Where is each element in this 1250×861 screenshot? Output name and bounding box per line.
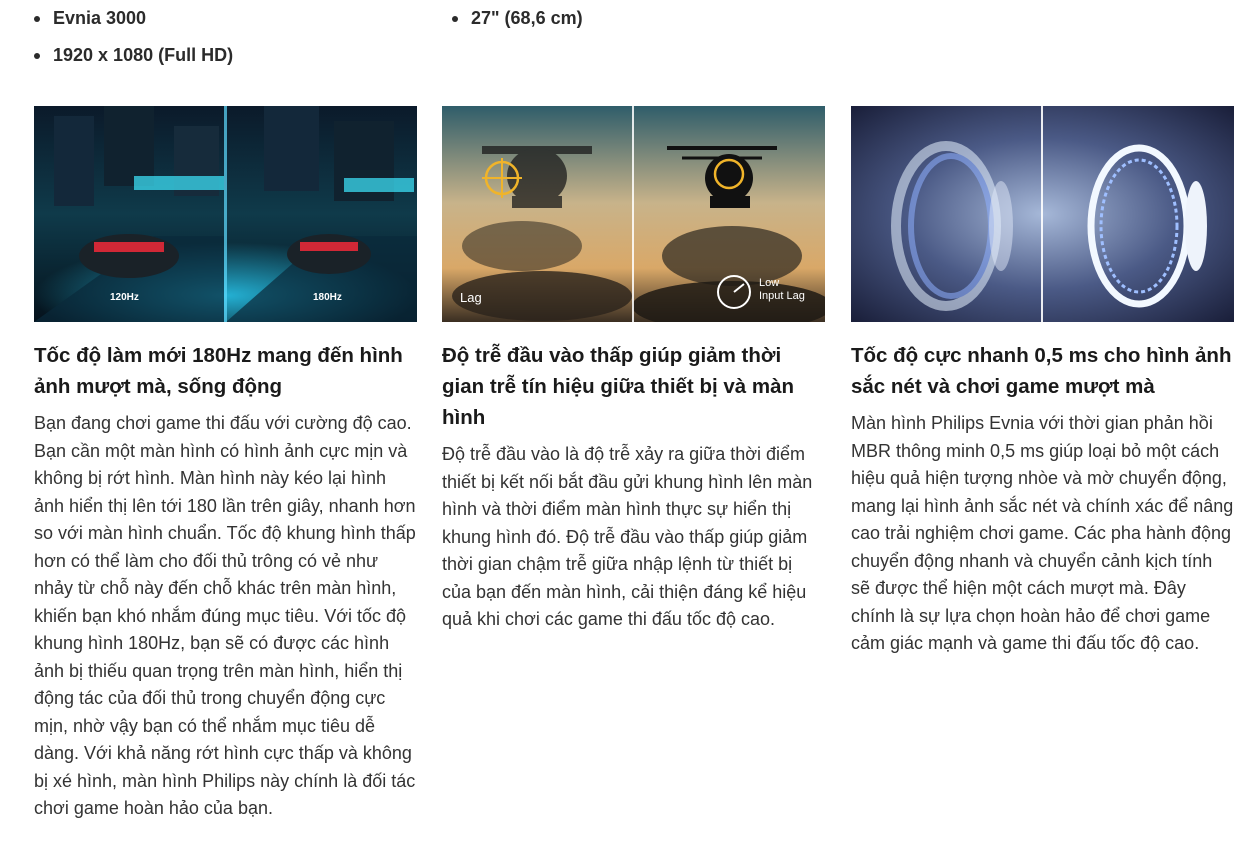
- feature-body-refresh-rate: Bạn đang chơi game thi đấu với cường độ cao. Bạn cần một màn hình có hình ảnh cực mịn và không bị rớt hình. Màn hình này kéo lại hình ảnh hiển thị lên tới 180 lần trên giây, nhanh hơn so với màn hình chuẩn. Tốc độ khung hình thấp hơn có thể làm cho đối thủ trông có vẻ như nhảy từ chỗ này đến chỗ khác trên màn hình, khiến bạn khó nhắm đúng mục tiêu. Với tốc độ khung hình 180Hz, bạn sẽ có được các hình ảnh bị thiếu quan trọng trên màn hình, hiển thị động tác của đối thủ trong chuyển động cực mịn, nhờ vậy bạn có thể nhắm mục tiêu dễ dàng. Với khả năng rớt hình cực thấp và không bị xé hình, màn hình Philips này chính là đối tác chơi game hoàn hảo của bạn.: [34, 413, 416, 818]
- spec-size-text: 27" (68,6 cm): [471, 8, 583, 28]
- spec-resolution: [34, 45, 233, 66]
- feature-card-refresh-rate: [34, 106, 417, 823]
- label-low: Low: [759, 277, 780, 289]
- feature-title-refresh-rate: Tốc độ làm mới 180Hz mang đến hình ảnh mượt mà, sống động: [34, 344, 403, 398]
- bullet-icon: [34, 53, 40, 59]
- feature-body-input-lag: Độ trễ đầu vào là độ trễ xảy ra giữa thời điểm thiết bị kết nối bắt đầu gửi khung hình lên màn hình và thời điểm màn hình thực sự hiển thị khung hình đó. Độ trễ đầu vào thấp giúp giảm thời gian chậm trễ giữa nhập lệnh từ thiết bị của bạn đến màn hình, cải thiện đáng kể hiệu quả khi chơi các game thi đấu tốc độ cao.: [442, 444, 813, 629]
- feature-title-response-time: Tốc độ cực nhanh 0,5 ms cho hình ảnh sắc nét và chơi game mượt mà: [851, 344, 1232, 398]
- spec-size: [452, 8, 583, 29]
- feature-title-input-lag: Độ trễ đầu vào thấp giúp giảm thời gian trễ tín hiệu giữa thiết bị và màn hình: [442, 344, 795, 429]
- response-time-comparison-image: [851, 106, 1234, 322]
- feature-body-response-time: Màn hình Philips Evnia với thời gian phản hồi MBR thông minh 0,5 ms giúp loại bỏ một cách hiệu quả hiện tượng nhòe và mờ chuyển động, mang lại hình ảnh sắc nét và chính xác để nâng cao trải nghiệm chơi game. Các pha hành động chuyển động nhanh và chuyển cảnh kịch tính sẽ được thể hiện một cách mượt mà. Đây chính là sự lựa chọn hoàn hảo để chơi game cảm giác mạnh và game thi đấu tốc độ cao.: [851, 413, 1234, 653]
- spec-model: [34, 8, 146, 29]
- bullet-icon: [34, 16, 40, 22]
- bullet-icon: [452, 16, 458, 22]
- refresh-rate-comparison-image: [34, 106, 417, 322]
- feature-card-response-time: [851, 106, 1234, 658]
- spec-model-text: Evnia 3000: [53, 8, 147, 28]
- input-lag-comparison-image: [442, 106, 825, 322]
- spec-resolution-text: 1920 x 1080 (Full HD): [53, 45, 234, 65]
- label-input-lag: Input Lag: [759, 290, 805, 302]
- label-lag: Lag: [460, 290, 482, 305]
- label-120hz: 120Hz: [110, 292, 139, 303]
- label-180hz: 180Hz: [313, 292, 342, 303]
- feature-card-input-lag: [442, 106, 825, 634]
